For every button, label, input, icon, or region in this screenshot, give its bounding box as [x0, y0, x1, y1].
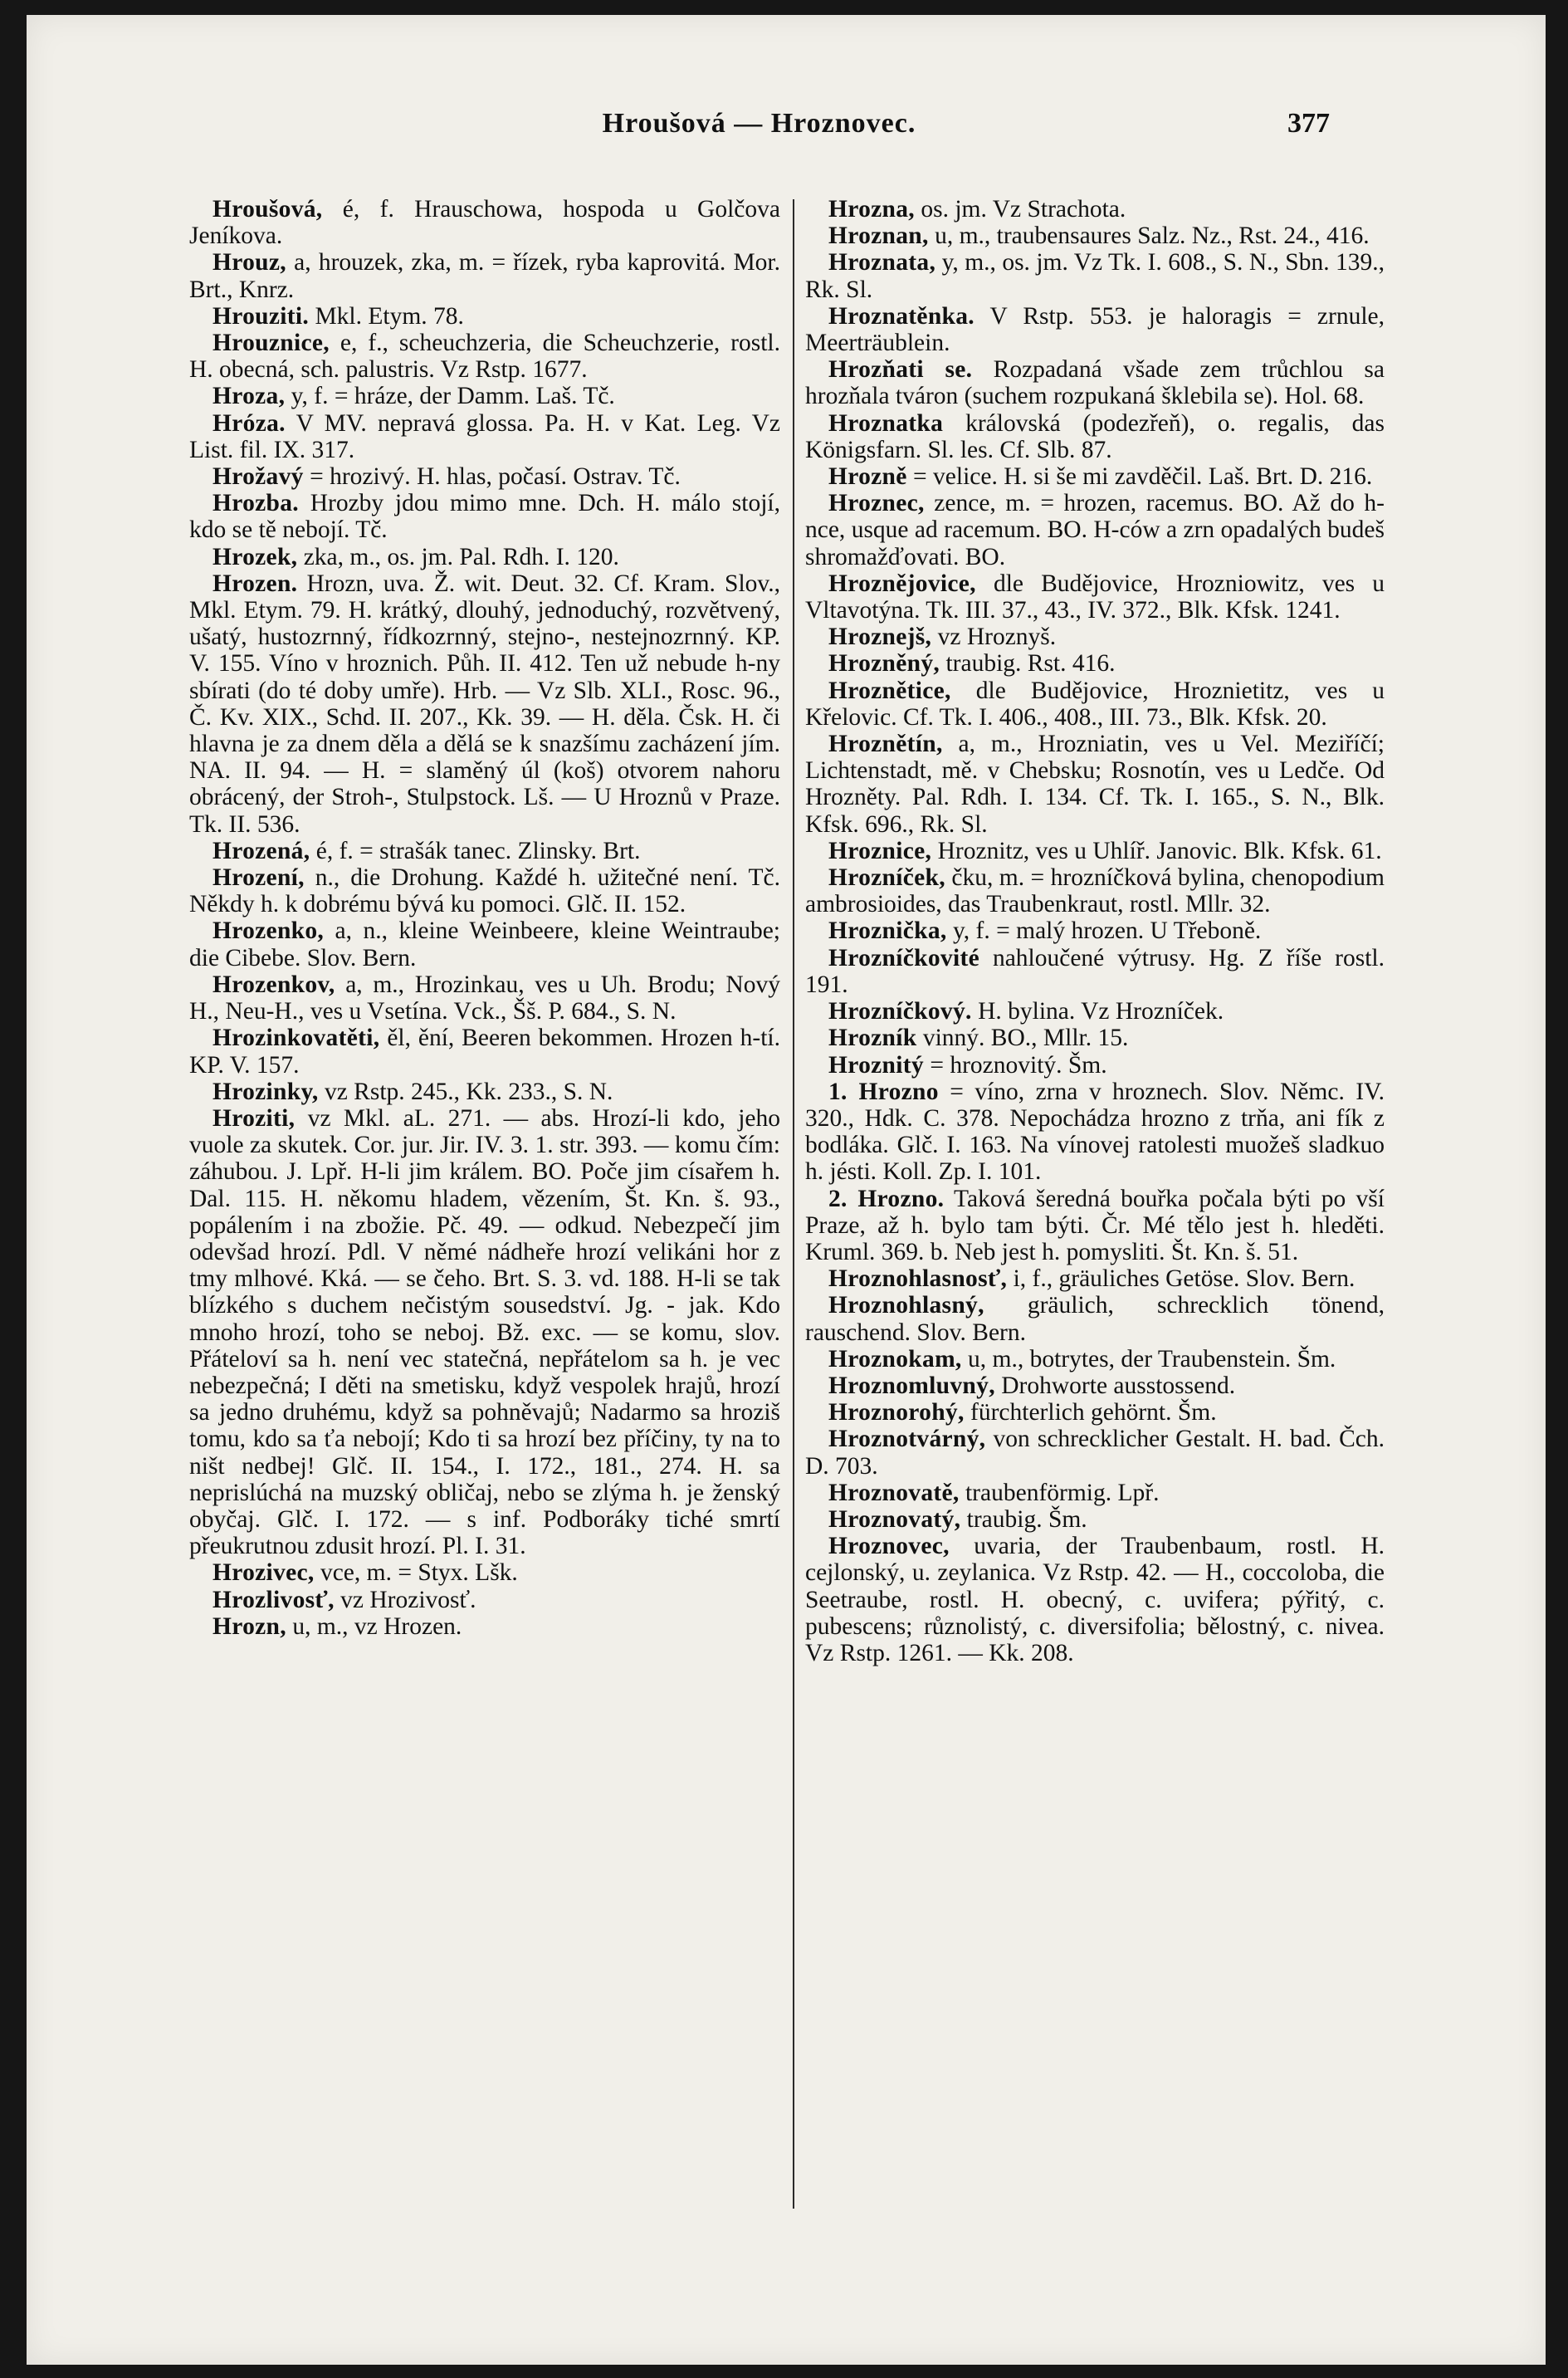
dictionary-entry [805, 945, 1385, 998]
entry-headword: Hroznejš, [828, 624, 932, 651]
dictionary-entry [189, 971, 780, 1025]
entry-definition: zence, m. = hrozen, racemus. BO. Až do h-nce, usque ad racemum. BO. H-ców a zrn opadalých budeš shromažďovati. BO. [805, 490, 1385, 570]
dictionary-entry [805, 650, 1385, 677]
dictionary-entry [189, 544, 780, 570]
dictionary-entry [189, 410, 780, 463]
entry-definition: V Rstp. 553. je haloragis = zrnule, Meerträublein. [805, 302, 1385, 357]
dictionary-entry [805, 249, 1385, 302]
dictionary-entry [805, 1372, 1385, 1399]
dictionary-entry [805, 1399, 1385, 1426]
entry-headword: Hroznan, [828, 223, 929, 250]
entry-definition: zka, m., os. jm. Pal. Rdh. I. 120. [297, 543, 619, 570]
entry-definition: nahloučené výtrusy. Hg. Z říše rostl. 191. [805, 944, 1385, 998]
entry-headword: Hrozba. [212, 490, 299, 517]
entry-headword: Hroznata, [828, 249, 936, 276]
dictionary-entry [189, 196, 780, 249]
entry-headword: 2. Hrozno. [828, 1185, 945, 1212]
entry-definition: Drohworte ausstossend. [994, 1372, 1236, 1399]
entry-headword: Hroznorohý, [828, 1399, 965, 1426]
dictionary-entry [805, 678, 1385, 731]
dictionary-entry [805, 196, 1385, 223]
entry-headword: Hrozna, [828, 196, 915, 223]
entry-headword: Hroznějovice, [828, 570, 976, 597]
entry-definition: von schrecklicher Gestalt. H. bad. Čch. D. 703. [805, 1426, 1385, 1480]
entry-headword: Hroza, [212, 383, 286, 410]
dictionary-entry [189, 838, 780, 864]
entry-definition: a, m., Hrozniatin, ves u Vel. Meziříčí; Lichtenstadt, mě. v Chebsku; Rosnotín, ves u Ledče. Od Hrozněty. Pal. Rdh. I. 134. Cf. Tk. I. 165., S. N., Blk. Kfsk. 696., Rk. Sl. [805, 731, 1385, 838]
entry-definition: = velice. H. si še mi zavděčil. Laš. Brt. D. 216. [906, 463, 1373, 491]
entry-definition: a, m., Hrozinkau, ves u Uh. Brodu; Nový H., Neu-H., ves u Vsetína. Vck., Šš. P. 684., S. N. [189, 971, 780, 1025]
page-header [188, 108, 1330, 151]
entry-definition: vce, m. = Styx. Lšk. [314, 1559, 518, 1587]
entry-headword: Hrození, [212, 864, 305, 892]
entry-definition: i, f., gräuliches Getöse. Slov. Bern. [1007, 1265, 1356, 1293]
entry-definition: čku, m. = hrozníčková bylina, chenopodium ambrosioides, das Traubenkraut, rostl. Mllr. 32. [805, 864, 1385, 918]
entry-headword: Hrozenko, [212, 917, 325, 945]
dictionary-entry [805, 838, 1385, 864]
entry-definition: Rozpadaná všade zem trůchlou sa hrozňala tváron (suchem rozpukaná šklebila se). Hol. 68. [805, 356, 1385, 410]
column-divider [793, 199, 794, 2209]
entry-definition: u, m., botrytes, der Traubenstein. Šm. [961, 1345, 1336, 1372]
dictionary-entry [805, 731, 1385, 838]
entry-definition: Hroznitz, ves u Uhlíř. Janovic. Blk. Kfsk. 61. [931, 837, 1382, 864]
entry-headword: Hroziti, [212, 1104, 296, 1132]
entry-definition: uvaria, der Traubenbaum, rostl. H. cejlonský, u. zeylanica. Vz Rstp. 42. — H., coccoloba, die Seetraube, rostl. H. obecný, c. uvifera; pýřitý, c. pubescens; různolistý, c. diversifolia; bělostný, c. nivea. Vz Rstp. 1261. — Kk. 208. [805, 1533, 1385, 1666]
dictionary-entry [189, 1025, 780, 1078]
entry-headword: Hrozňati se. [828, 356, 973, 384]
entry-definition: vz Rstp. 245., Kk. 233., S. N. [318, 1078, 613, 1105]
entry-headword: Hroznatka [828, 409, 944, 437]
entry-definition: V MV. nepravá glossa. Pa. H. v Kat. Leg. Vz List. fil. IX. 317. [189, 409, 780, 463]
running-title: Hroušová — Hroznovec. [602, 108, 916, 139]
entry-definition: traubenförmig. Lpř. [959, 1479, 1160, 1506]
entry-definition: vz Mkl. aL. 271. — abs. Hrozí-li kdo, jeho vuole za skutek. Cor. jur. Jir. IV. 3. 1. str. 393. — komu čím: záhubou. J. Lpř. H-li jim králem. BO. Poče jim císařem h. Dal. 115. H. někomu hladem, vězením, Št. Kn. š. 93., popálením i na zbožie. Pč. 49. — odkud. Nebezpečí jim odevšad hrozí. Pdl. V němé nádheře hrozí velikáni hor z tmy mlhové. Kká. — se čeho. Brt. S. 3. vd. 188. H-li se tak blízkého s duchem nečistým sousedství. Jg. - jak. Kdo mnoho hrozí, toho se neboj. Bž. exc. — se komu, slov. Přáteloví sa h. není vec statečná, nepřátelom sa h. je vec nebezpečná; I děti na smetisku, když vespolek hrajů, hrozí sa jedno druhému, když sa pohněvajů; Nadarmo sa hroziš tomu, kdo sa ťa nebojí; Kdo ti sa hrozí bez příčiny, ty na to ništ nedbej! Glč. II. 154., I. 172., 181., 274. H. sa neprislúchá na muzský obličaj, nebo se zlýma h. je ženský obyčaj. Glč. I. 172. — s inf. Podboráky tiché smrtí přeukrutnou zdusit hrozí. Pl. I. 31. [189, 1104, 780, 1560]
entry-headword: Hrouznice, [212, 330, 330, 357]
entry-definition: = hroznovitý. Šm. [923, 1051, 1107, 1079]
entry-definition: traubig. Šm. [960, 1505, 1087, 1533]
entry-definition: vz Hrozivosť. [334, 1586, 476, 1613]
entry-definition: u, m., vz Hrozen. [286, 1612, 462, 1640]
dictionary-entry [805, 1480, 1385, 1506]
entry-definition: gräulich, schrecklich tönend, rauschend. Slov. Bern. [805, 1292, 1385, 1346]
dictionary-entry [805, 1079, 1385, 1186]
entry-headword: Hrozinky, [212, 1078, 319, 1105]
entry-definition: y, f. = hráze, der Damm. Laš. Tč. [285, 383, 615, 410]
entry-definition: H. bylina. Vz Hrozníček. [971, 998, 1224, 1025]
entry-headword: Hrozník [828, 1025, 917, 1052]
dictionary-entry [189, 463, 780, 490]
dictionary-entry [805, 1506, 1385, 1533]
dictionary-entry [805, 917, 1385, 944]
entry-headword: Hrouz, [212, 249, 286, 276]
entry-headword: Hroznice, [828, 837, 932, 864]
entry-definition: Taková šeredná bouřka počala býti po vší Praze, až h. bylo tam býti. Čr. Mé tělo jest h. hleděti. Kruml. 369. b. Neb jest h. pomysliti. Št. Kn. š. 51. [805, 1185, 1385, 1265]
entry-headword: Hroznětín, [828, 731, 943, 758]
entry-definition: dle Budějovice, Hrozniowitz, ves u Vltavotýna. Tk. III. 37., 43., IV. 372., Blk. Kfsk. 1241. [805, 570, 1385, 624]
entry-headword: Hrozen. [212, 570, 298, 597]
entry-headword: Hrozek, [212, 543, 298, 570]
right-column [805, 196, 1385, 1666]
entry-headword: Hroznovec, [828, 1533, 950, 1560]
entry-headword: Hrozníček, [828, 864, 945, 892]
dictionary-entry [805, 303, 1385, 356]
dictionary-entry [805, 410, 1385, 463]
entry-headword: Hroznokam, [828, 1345, 962, 1372]
entry-definition: u, m., traubensaures Salz. Nz., Rst. 24., 416. [928, 223, 1370, 250]
entry-definition: n., die Drohung. Každé h. užitečné není. Tč. Někdy h. k dobrému bývá ku pomoci. Glč. II. 152. [189, 864, 780, 918]
entry-headword: Hrozinkovatěti, [212, 1025, 380, 1052]
dictionary-entry [805, 1426, 1385, 1479]
dictionary-entry [805, 1025, 1385, 1051]
dictionary-entry [189, 864, 780, 917]
page-number: 377 [1287, 108, 1330, 139]
entry-headword: Hrozivec, [212, 1559, 315, 1587]
book-page [27, 15, 1546, 2365]
dictionary-entry [189, 490, 780, 543]
entry-headword: Hrozn, [212, 1612, 286, 1640]
dictionary-entry [189, 917, 780, 971]
entry-headword: Hrožavý [212, 463, 304, 491]
entry-headword: Hroznotvárný, [828, 1426, 986, 1453]
entry-headword: Hroznovatě, [828, 1479, 960, 1506]
entry-headword: Hroznec, [828, 490, 925, 517]
dictionary-entry [189, 1105, 780, 1559]
entry-definition: královská (podezřeň), o. regalis, das Königsfarn. Sl. les. Cf. Slb. 87. [805, 409, 1385, 463]
entry-definition: fürchterlich gehörnt. Šm. [964, 1399, 1217, 1426]
entry-headword: Hrozníčkový. [828, 998, 972, 1025]
dictionary-entry [805, 356, 1385, 409]
entry-headword: Hrozně [828, 463, 907, 491]
entry-headword: Hrozníčkovité [828, 944, 979, 971]
dictionary-entry [805, 1292, 1385, 1345]
entry-definition: ěl, ění, Beeren bekommen. Hrozen h-tí. KP. V. 157. [189, 1025, 780, 1079]
dictionary-entry [189, 249, 780, 302]
dictionary-entry [189, 330, 780, 383]
entry-headword: Hroušová, [212, 196, 323, 223]
entry-headword: Hroznitý [828, 1051, 924, 1079]
entry-headword: Hrozenkov, [212, 971, 335, 998]
dictionary-entry [189, 1559, 780, 1586]
entry-headword: Hrozlivosť, [212, 1586, 335, 1613]
entry-headword: Hroznomluvný, [828, 1372, 995, 1399]
dictionary-entry [805, 1346, 1385, 1372]
entry-headword: Hrouziti. [212, 302, 310, 330]
entry-headword: Hrozená, [212, 837, 310, 864]
entry-headword: Hroznatěnka. [828, 302, 975, 330]
entry-headword: Hrozněný, [828, 650, 940, 678]
entry-definition: = víno, zrna v hroznech. Slov. Němc. IV. 320., Hdk. C. 378. Nepochádza hrozno z trňa, ani fík z bodláka. Glč. I. 163. Na vínovej ratolesti muožeš sladkuo h. jésti. Koll. Zp. I. 101. [805, 1078, 1385, 1186]
entry-headword: Hróza. [212, 409, 286, 437]
entry-headword: Hroznovatý, [828, 1505, 961, 1533]
dictionary-entry [805, 998, 1385, 1025]
entry-definition: é, f. = strašák tanec. Zlinsky. Brt. [310, 837, 641, 864]
entry-definition: a, hrouzek, zka, m. = řízek, ryba kaprovitá. Mor. Brt., Knrz. [189, 249, 780, 303]
dictionary-entry [189, 1587, 780, 1613]
dictionary-entry [805, 1265, 1385, 1292]
dictionary-entry [189, 1079, 780, 1105]
entry-definition: vinný. BO., Mllr. 15. [916, 1025, 1129, 1052]
entry-definition: a, n., kleine Weinbeere, kleine Weintraube; die Cibebe. Slov. Bern. [189, 917, 780, 971]
entry-definition: Hrozn, uva. Ž. wit. Deut. 32. Cf. Kram. Slov., Mkl. Etym. 79. H. krátký, dlouhý, jednoduchý, rozvětvený, ušatý, hustozrnný, řídkozrnný, stejno-, nestejnozrnný. KP. V. 155. Víno v hroznich. Půh. II. 412. Ten už nebude h-ny sbírati (do té doby umře). Hrb. — Vz Slb. XLI., Rosc. 96., Č. Kv. XIX., Schd. II. 207., Kk. 39. — H. děla. Čsk. H. či hlavna je za dnem děla a dělá se k snazšímu zacházení jím. NA. II. 94. — H. = slaměný úl (koš) otvorem nahoru obrácený, der Stroh-, Stulpstock. Lš. — U Hroznů v Praze. Tk. II. 536. [189, 570, 780, 838]
dictionary-entry [805, 490, 1385, 570]
dictionary-entry [189, 1613, 780, 1640]
entry-definition: e, f., scheuchzeria, die Scheuchzerie, rostl. H. obecná, sch. palustris. Vz Rstp. 1677. [189, 330, 780, 384]
entry-headword: Hroznětice, [828, 677, 951, 704]
dictionary-entry [189, 303, 780, 330]
dictionary-entry [805, 1186, 1385, 1266]
entry-headword: Hroznička, [828, 917, 947, 945]
entry-definition: vz Hroznyš. [931, 624, 1057, 651]
dictionary-entry [805, 1052, 1385, 1079]
dictionary-entry [805, 864, 1385, 917]
dictionary-entry [805, 624, 1385, 650]
entry-definition: traubig. Rst. 416. [940, 650, 1116, 678]
entry-definition: y, m., os. jm. Vz Tk. I. 608., S. N., Sbn. 139., Rk. Sl. [805, 249, 1385, 303]
dictionary-entry [805, 223, 1385, 249]
dictionary-entry [805, 570, 1385, 624]
entry-headword: Hroznohlasnosť, [828, 1265, 1008, 1293]
entry-definition: Mkl. Etym. 78. [309, 302, 464, 330]
entry-definition: os. jm. Vz Strachota. [914, 196, 1126, 223]
entry-definition: y, f. = malý hrozen. U Třeboně. [946, 917, 1262, 945]
dictionary-entry [805, 1533, 1385, 1666]
entry-headword: 1. Hrozno [828, 1078, 939, 1105]
entry-headword: Hroznohlasný, [828, 1292, 984, 1319]
entry-definition: = hrozivý. H. hlas, počasí. Ostrav. Tč. [303, 463, 681, 491]
dictionary-entry [805, 463, 1385, 490]
entry-definition: dle Budějovice, Hroznietitz, ves u Křelovic. Cf. Tk. I. 406., 408., III. 73., Blk. Kfsk. 20. [805, 677, 1385, 731]
dictionary-entry [189, 383, 780, 409]
entry-definition: é, f. Hrauschowa, hospoda u Golčova Jeníkova. [189, 196, 780, 250]
dictionary-entry [189, 570, 780, 838]
entry-definition: Hrozby jdou mimo mne. Dch. H. málo stojí, kdo se tě nebojí. Tč. [189, 490, 780, 544]
left-column [189, 196, 780, 1640]
